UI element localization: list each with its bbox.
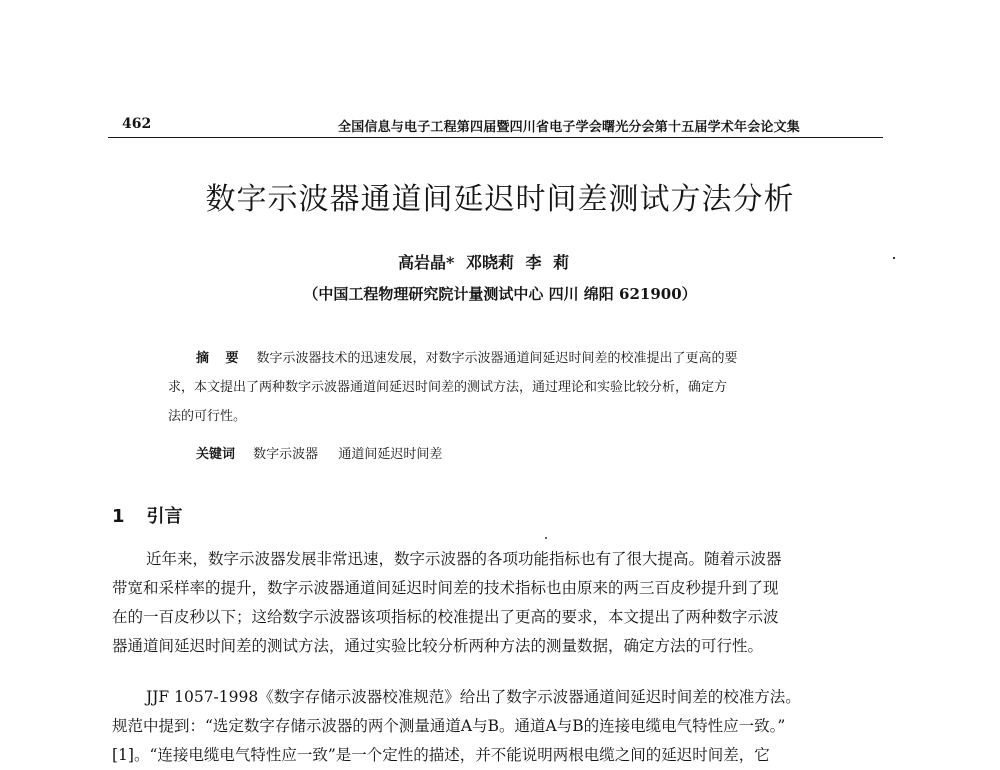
text-line: 带宽和采样率的提升，数字示波器通道间延迟时间差的技术指标也由原来的两三百皮秒提升到了现 <box>112 579 779 597</box>
paragraph-1 <box>112 545 882 661</box>
section-number: 1 <box>112 506 125 527</box>
section-heading <box>112 502 183 528</box>
keyword: 通道间延迟时间差 <box>338 447 443 462</box>
authors: 高岩晶* 邓晓莉 李 莉 <box>398 253 570 272</box>
abstract <box>168 344 828 431</box>
affiliation: （中国工程物理研究院计量测试中心 四川 绵阳 621900） <box>303 285 697 303</box>
section-title: 引言 <box>146 506 183 527</box>
paragraph-2 <box>112 683 882 770</box>
abstract-text: 数字示波器技术的迅速发展，对数字示波器通道间延迟时间差的校准提出了更高的要 <box>256 351 738 366</box>
keywords <box>196 443 458 462</box>
paper-title: 数字示波器通道间延迟时间差测试方法分析 <box>205 182 795 217</box>
text-line: 在的一百皮秒以下；这给数字示波器该项指标的校准提出了更高的要求，本文提出了两种数字示波 <box>112 608 779 626</box>
text-line: 器通道间延迟时间差的测试方法，通过实验比较分析两种方法的测量数据，确定方法的可行性。 <box>112 637 764 655</box>
text-line: JJF 1057-1998《数字存储示波器校准规范》给出了数字示波器通道间延迟时间差的校准方法。 <box>146 688 801 706</box>
text-line: 规范中提到：“选定数字存储示波器的两个测量通道A与B。通道A与B的连接电缆电气特性应一致。” <box>112 717 786 735</box>
header-rule <box>108 137 883 138</box>
abstract-line: 法的可行性。 <box>168 409 247 424</box>
abstract-line <box>168 344 828 373</box>
text-line: 近年来，数字示波器发展非常迅速，数字示波器的各项功能指标也有了很大提高。随着示波器 <box>146 550 782 568</box>
page-number: 462 <box>122 116 152 132</box>
text-line: [1]。“连接电缆电气特性应一致”是一个定性的描述，并不能说明两根电缆之间的延迟时间差，它 <box>112 746 770 764</box>
abstract-label: 摘 要 <box>196 351 245 366</box>
scan-speck <box>545 537 547 539</box>
scan-speck <box>893 257 895 259</box>
keywords-label: 关键词 <box>196 447 236 462</box>
abstract-line: 求，本文提出了两种数字示波器通道间延迟时间差的测试方法，通过理论和实验比较分析，确定方 <box>168 380 728 395</box>
keyword: 数字示波器 <box>253 447 319 462</box>
running-header: 全国信息与电子工程第四届暨四川省电子学会曙光分会第十五届学术年会论文集 <box>338 120 801 135</box>
